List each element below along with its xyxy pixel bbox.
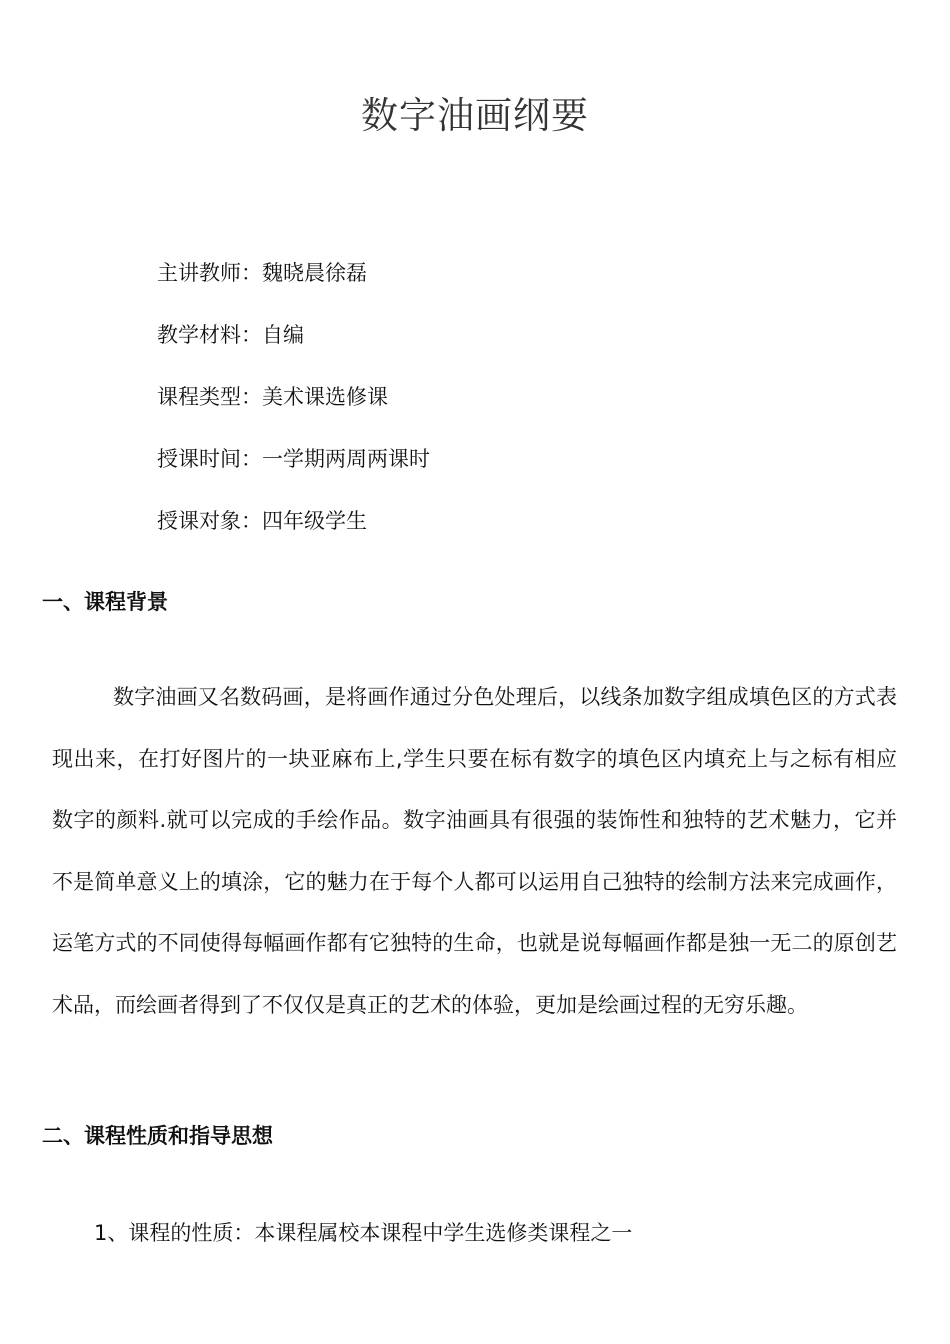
info-schedule: 授课时间：一学期两周两课时 (157, 447, 430, 471)
info-teacher: 主讲教师：魏晓晨徐磊 (157, 261, 367, 285)
section-heading-nature: 二、课程性质和指导思想 (42, 1124, 273, 1148)
course-info-list (157, 255, 430, 565)
background-paragraph: 数字油画又名数码画，是将画作通过分色处理后，以线条加数字组成填色区的方式表现出来，在打好图片的一块亚麻布上,学生只要在标有数字的填色区内填充上与之标有相应数字的颜料.就可以完成的手绘作品。数字油画具有很强的装饰性和独特的艺术魅力，它并不是简单意义上的填涂，它的魅力在于每个人都可以运用自己独特的绘制方法来完成画作，运笔方式的不同使得每幅画作都有它独特的生命，也就是说每幅画作都是独一无二的原创艺术品，而绘画者得到了不仅仅是真正的艺术的体验，更加是绘画过程的无穷乐趣。 (52, 685, 897, 1017)
info-audience: 授课对象：四年级学生 (157, 509, 367, 533)
section-heading-background: 一、课程背景 (42, 590, 168, 614)
info-course-type: 课程类型：美术课选修课 (157, 385, 388, 409)
document-title: 数字油画纲要 (361, 94, 589, 137)
info-materials: 教学材料：自编 (157, 323, 304, 347)
nature-item: 1、课程的性质：本课程属校本课程中学生选修类课程之一 (94, 1221, 633, 1245)
